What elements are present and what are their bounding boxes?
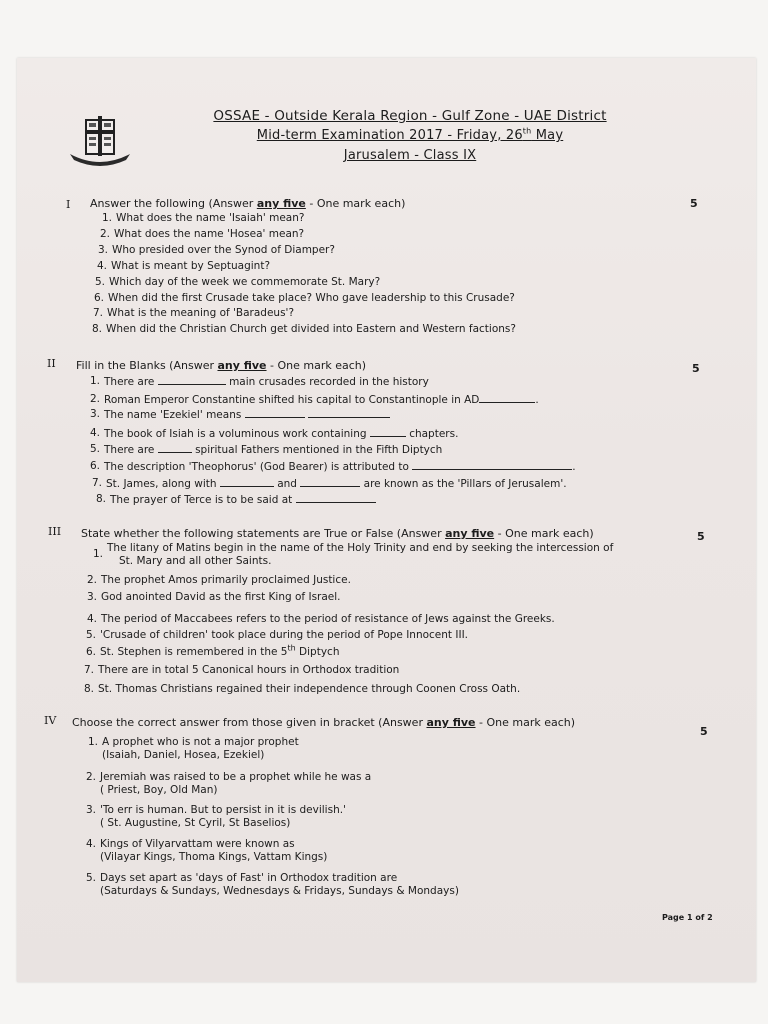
- instruction-text: Fill in the Blanks (Answer: [76, 359, 218, 372]
- choice-item: [85, 804, 346, 830]
- answer-blank: [412, 460, 572, 470]
- question-number: 3.: [86, 591, 97, 603]
- question-text: What is meant by Septuagint?: [111, 260, 271, 272]
- question-text-end: spiritual Fathers mentioned in the Fifth Diptych: [191, 444, 443, 456]
- question-number: 4.: [89, 427, 100, 439]
- question-text: Who presided over the Synod of Diamper?: [112, 244, 335, 256]
- question-text: What is the meaning of 'Baradeus'?: [107, 307, 295, 319]
- header-line-2-text: Mid-term Examination 2017 - Friday, 26: [256, 128, 523, 143]
- question-text: The prayer of Terce is to be said at: [110, 494, 296, 506]
- true-false-item: [83, 683, 521, 696]
- instruction-emphasis: any five: [445, 527, 495, 540]
- question-number: 2.: [86, 574, 97, 586]
- section-marks: 5: [692, 362, 700, 375]
- question-text: When did the Christian Church get divided into Eastern and Western factions?: [106, 323, 516, 335]
- answer-options: (Vilayar Kings, Thoma Kings, Vattam Kings): [100, 851, 328, 863]
- question-number: 2.: [89, 393, 100, 405]
- question-number: 3.: [85, 804, 96, 816]
- question-number: 1.: [87, 736, 98, 748]
- choice-item: [87, 736, 299, 762]
- question-text: The prophet Amos primarily proclaimed Justice.: [101, 574, 351, 586]
- question-text: Days set apart as 'days of Fast' in Orthodox tradition are: [100, 872, 398, 884]
- question-text: Which day of the week we commemorate St. Mary?: [109, 276, 381, 288]
- question-number: 2.: [85, 771, 96, 783]
- answer-options: (Saturdays & Sundays, Wednesdays & Fridays, Sundays & Mondays): [100, 885, 459, 897]
- question-text: Roman Emperor Constantine shifted his capital to Constantinople in AD: [104, 394, 480, 406]
- header-line-2-sup: th: [522, 126, 532, 136]
- question-text-end: main crusades recorded in the history: [225, 376, 429, 388]
- question-number: 4.: [86, 613, 97, 625]
- true-false-item: [85, 643, 340, 659]
- fill-blank-item: [89, 460, 576, 474]
- choice-item: [85, 771, 372, 797]
- question-number: 5.: [89, 443, 100, 455]
- choice-item: [85, 872, 459, 898]
- answer-blank: [158, 443, 192, 453]
- answer-blank: [308, 408, 390, 418]
- instruction-text-end: - One mark each): [266, 359, 367, 372]
- instruction-emphasis: any five: [256, 197, 306, 210]
- fill-blank-item: [95, 493, 376, 507]
- exam-header: [190, 106, 630, 166]
- fill-blank-item: [89, 427, 459, 441]
- question-number: 7.: [83, 664, 94, 676]
- question-text: 'Crusade of children' took place during the period of Pope Innocent III.: [100, 629, 469, 641]
- question-number: 7.: [91, 477, 102, 489]
- question-number: 2.: [99, 228, 110, 240]
- question-number: 5.: [94, 276, 105, 288]
- section-instruction: [90, 197, 405, 211]
- header-line-2-month: May: [531, 128, 564, 143]
- question-text: The period of Maccabees refers to the period of resistance of Jews against the Greeks.: [101, 613, 555, 625]
- question-item: [97, 244, 335, 257]
- fill-blank-item: [89, 443, 443, 457]
- question-item: [96, 260, 271, 273]
- header-line-1: OSSAE - Outside Kerala Region - Gulf Zone - UAE District: [213, 108, 607, 124]
- question-text-end: .: [572, 461, 576, 473]
- question-item: [91, 323, 516, 336]
- section-numeral: II: [47, 357, 56, 370]
- question-text: St. Thomas Christians regained their independence through Coonen Cross Oath.: [98, 683, 521, 695]
- true-false-item: [86, 613, 555, 626]
- instruction-emphasis: any five: [426, 716, 476, 729]
- question-text: God anointed David as the first King of Israel.: [101, 591, 341, 603]
- question-number: 6.: [85, 646, 96, 658]
- answer-options: ( St. Augustine, St Cyril, St Baselios): [100, 817, 291, 829]
- question-number: 4.: [96, 260, 107, 272]
- true-false-item: [86, 574, 351, 587]
- question-text: What does the name 'Isaiah' mean?: [116, 212, 305, 224]
- answer-blank: [479, 393, 535, 403]
- instruction-text: Answer the following (Answer: [90, 197, 257, 210]
- section-marks: 5: [690, 197, 698, 210]
- fill-blank-item: [89, 375, 429, 389]
- question-text-end: .: [535, 394, 539, 406]
- question-number: 4.: [85, 838, 96, 850]
- answer-options: ( Priest, Boy, Old Man): [100, 784, 218, 796]
- question-text: Kings of Vilyarvattam were known as: [100, 838, 295, 850]
- question-item: [101, 212, 305, 225]
- section-marks: 5: [700, 725, 708, 738]
- question-text: St. Stephen is remembered in the 5: [100, 646, 288, 658]
- instruction-emphasis: any five: [217, 359, 267, 372]
- true-false-item: [85, 629, 469, 642]
- instruction-text-end: - One mark each): [475, 716, 576, 729]
- section-instruction: [81, 527, 594, 541]
- question-text: When did the first Crusade take place? Who gave leadership to this Crusade?: [108, 292, 515, 304]
- question-text: St. James, along with: [106, 478, 220, 490]
- question-text-end: Diptych: [295, 646, 340, 658]
- fill-blank-item: [89, 408, 390, 422]
- answer-options: (Isaiah, Daniel, Hosea, Ezekiel): [102, 749, 265, 761]
- question-text: A prophet who is not a major prophet: [102, 736, 299, 748]
- question-text: There are: [104, 376, 158, 388]
- instruction-text-end: - One mark each): [305, 197, 406, 210]
- question-number: 8.: [83, 683, 94, 695]
- question-text: Jeremiah was raised to be a prophet while he was a: [100, 771, 372, 783]
- question-text-end: chapters.: [405, 428, 459, 440]
- fill-blank-item: [91, 477, 567, 491]
- question-text: What does the name 'Hosea' mean?: [114, 228, 305, 240]
- question-number: 3.: [97, 244, 108, 256]
- superscript: th: [287, 643, 296, 653]
- choice-item: [85, 838, 328, 864]
- instruction-text-end: - One mark each): [494, 527, 594, 540]
- question-text: The litany of Matins begin in the name of the Holy Trinity and end by seeking the intercession of: [107, 542, 614, 554]
- question-text-cont: St. Mary and all other Saints.: [119, 555, 272, 567]
- true-false-item: [83, 664, 400, 677]
- question-text-end: are known as the 'Pillars of Jerusalem'.: [360, 478, 567, 490]
- section-numeral: IV: [44, 714, 57, 727]
- question-number: 6.: [93, 292, 104, 304]
- question-item: [99, 228, 305, 241]
- answer-blank: [158, 375, 226, 385]
- question-item: [93, 292, 515, 305]
- question-text: The description 'Theophorus' (God Bearer) is attributed to: [104, 461, 413, 473]
- section-instruction: [76, 359, 366, 373]
- fill-blank-item: [89, 393, 539, 407]
- question-number: 8.: [91, 323, 102, 335]
- section-instruction: [72, 716, 575, 730]
- question-text-mid: and: [273, 478, 301, 490]
- header-line-3: Jarusalem - Class IX: [343, 148, 477, 163]
- question-number: 1.: [101, 212, 112, 224]
- question-number: 6.: [89, 460, 100, 472]
- instruction-text: Choose the correct answer from those given in bracket (Answer: [72, 716, 427, 729]
- true-false-item: [92, 542, 614, 568]
- question-number: 5.: [85, 629, 96, 641]
- question-text: There are: [104, 444, 158, 456]
- question-text: 'To err is human. But to persist in it is devilish.': [100, 804, 346, 816]
- answer-blank: [370, 427, 406, 437]
- question-item: [94, 276, 381, 289]
- section-numeral: I: [66, 198, 71, 211]
- church-crest-logo: [68, 114, 132, 170]
- question-item: [92, 307, 295, 320]
- question-number: 5.: [85, 872, 96, 884]
- header-line-2: [190, 126, 630, 146]
- question-number: 7.: [92, 307, 103, 319]
- answer-blank: [220, 477, 274, 487]
- question-number: 1.: [92, 548, 103, 560]
- answer-blank: [245, 408, 305, 418]
- answer-blank: [296, 493, 376, 503]
- question-text: There are in total 5 Canonical hours in Orthodox tradition: [98, 664, 400, 676]
- page-number: Page 1 of 2: [662, 913, 713, 922]
- question-text: The name 'Ezekiel' means: [104, 409, 245, 421]
- answer-blank: [300, 477, 360, 487]
- question-number: 1.: [89, 375, 100, 387]
- section-marks: 5: [697, 530, 705, 543]
- section-numeral: III: [48, 525, 62, 538]
- question-text: The book of Isiah is a voluminous work containing: [104, 428, 370, 440]
- true-false-item: [86, 591, 341, 604]
- instruction-text: State whether the following statements are True or False (Answer: [81, 527, 446, 540]
- question-number: 3.: [89, 408, 100, 420]
- question-number: 8.: [95, 493, 106, 505]
